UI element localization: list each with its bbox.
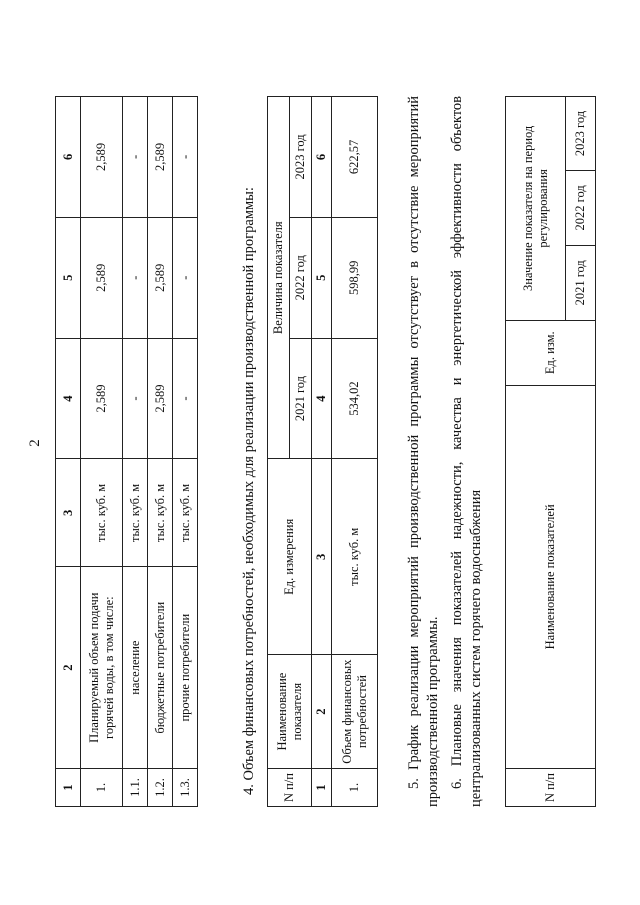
- row-index: 1.: [332, 769, 378, 807]
- table-header: [506, 97, 566, 807]
- col-number: 3: [312, 459, 332, 655]
- col-name-header: Наименование показателей: [506, 385, 596, 768]
- row-index: 1.: [81, 769, 123, 807]
- col-number: 4: [56, 338, 81, 459]
- row-value-2021: -: [123, 338, 148, 459]
- col-value-group-header: Значение показателя на период регулирования: [506, 97, 566, 321]
- table-header: [268, 97, 290, 807]
- row-value-2022: 598,99: [332, 217, 378, 338]
- financial-needs-table: [267, 96, 378, 807]
- section-6-text: 6. Плановые значения показателей надежности, качества и энергетической эффективности объектов централизованных систем горячего водоснабжения: [449, 96, 484, 807]
- table-row: [148, 97, 173, 807]
- row-name: прочие потребители: [173, 567, 198, 769]
- col-number: 1: [312, 769, 332, 807]
- row-unit: тыс. куб. м: [81, 459, 123, 567]
- page-number: 2: [27, 439, 43, 447]
- row-value-2021: 2,589: [148, 338, 173, 459]
- row-value-2023: -: [123, 97, 148, 218]
- table-row: [332, 97, 378, 807]
- row-index: 1.2.: [148, 769, 173, 807]
- row-unit: тыс. куб. м: [148, 459, 173, 567]
- row-value-2022: 2,589: [148, 217, 173, 338]
- year-header: 2023 год: [566, 97, 596, 171]
- row-value-2022: 2,589: [81, 217, 123, 338]
- row-unit: тыс. куб. м: [173, 459, 198, 567]
- col-number: 2: [312, 655, 332, 769]
- col-number: 5: [312, 217, 332, 338]
- col-num-header: N п/п: [506, 769, 596, 807]
- row-value-2021: 534,02: [332, 338, 378, 459]
- row-value-2023: 622,57: [332, 97, 378, 218]
- col-number: 4: [312, 338, 332, 459]
- row-name: Планируемый объем подачи горячей воды, в том числе:: [81, 567, 123, 769]
- row-value-2023: 2,589: [81, 97, 123, 218]
- year-header: 2022 год: [566, 170, 596, 245]
- col-number: 1: [56, 769, 81, 807]
- table-header-numbers: [56, 97, 81, 807]
- water-volume-table: [55, 96, 198, 807]
- col-name-header: Наименование показателя: [268, 655, 312, 769]
- row-name: бюджетные потребители: [148, 567, 173, 769]
- table-header-numbers: [312, 97, 332, 807]
- col-value-group-header: Величина показателя: [268, 97, 290, 459]
- col-number: 3: [56, 459, 81, 567]
- year-header: 2022 год: [290, 217, 312, 338]
- col-number: 6: [56, 97, 81, 218]
- indicators-table: [505, 96, 596, 807]
- row-index: 1.3.: [173, 769, 198, 807]
- row-value-2023: 2,589: [148, 97, 173, 218]
- row-value-2023: -: [173, 97, 198, 218]
- table-row: [81, 97, 123, 807]
- section-5-text: 5. График реализации мероприятий производственной программы отсутствует в отсутствие мероприятий производственной программы.: [406, 96, 441, 807]
- col-number: 6: [312, 97, 332, 218]
- section-4-heading: 4. Объем финансовых потребностей, необходимых для реализации производственной программы:: [241, 187, 257, 795]
- row-value-2022: -: [173, 217, 198, 338]
- col-unit-header: Ед. изм.: [506, 320, 596, 385]
- row-unit: тыс. куб. м: [332, 459, 378, 655]
- row-value-2021: 2,589: [81, 338, 123, 459]
- row-name: население: [123, 567, 148, 769]
- row-value-2022: -: [123, 217, 148, 338]
- table-row: [173, 97, 198, 807]
- col-number: 2: [56, 567, 81, 769]
- year-header: 2023 год: [290, 97, 312, 218]
- col-number: 5: [56, 217, 81, 338]
- col-num-header: N п/п: [268, 769, 312, 807]
- row-unit: тыс. куб. м: [123, 459, 148, 567]
- row-index: 1.1.: [123, 769, 148, 807]
- row-name: Объем финансовых потребностей: [332, 655, 378, 769]
- col-unit-header: Ед. измерения: [268, 459, 312, 655]
- year-header: 2021 год: [566, 245, 596, 320]
- table-row: [123, 97, 148, 807]
- row-value-2021: -: [173, 338, 198, 459]
- year-header: 2021 год: [290, 338, 312, 459]
